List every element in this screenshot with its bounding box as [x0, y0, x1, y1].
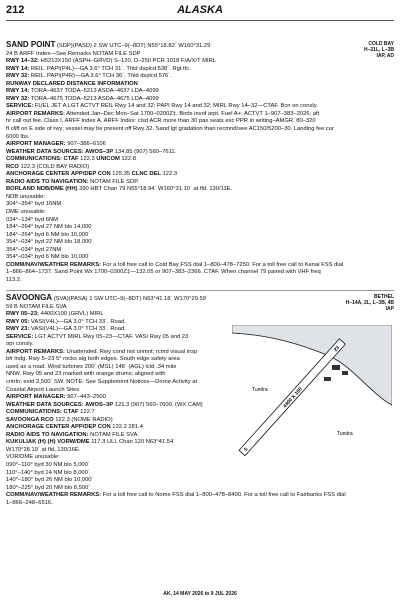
text-segment: COMMUNICATIONS: CTAF: [6, 156, 79, 163]
runway-dimensions: 4400 X 100: [282, 386, 304, 410]
text-segment: NNW. Rwy 05 and 23 marked with orange drums; aligned with: [6, 371, 166, 378]
entry-separator: [6, 290, 394, 291]
text-segment: RWY 05–23:: [6, 311, 39, 318]
sand_point-line: [6, 194, 394, 202]
runway-05-23: [239, 339, 345, 456]
text-segment: 1–866–248–6516.: [6, 499, 53, 506]
chart-ref: H–21L, L–3B: [363, 47, 394, 53]
text-segment: AIRPORT MANAGER:: [6, 141, 66, 148]
text-segment: SERVICE:: [6, 333, 34, 340]
text-segment: RWY 32:: [6, 73, 30, 80]
text-segment: RWY 14:: [6, 88, 30, 95]
text-segment: 6000 lbs.: [6, 133, 30, 140]
text-segment: W170°28.19´ at fld. 130/16E.: [6, 446, 81, 453]
sand_point-line: [6, 269, 394, 277]
text-segment: RWY 05:: [6, 318, 30, 325]
text-segment: VASI(V4L)—GA 3.0° TCH 33´. Road.: [29, 326, 126, 333]
text-segment: Coastal Airport Launch Sites.: [6, 386, 81, 393]
text-segment: FUEL JET A LGT ACTVT REIL Rwy 14 and 32; PAPI Rwy 14 and 32; MIRL Rwy 14–32—CTAF. Bcn on consly.: [33, 103, 318, 110]
text-segment: 122.3: [78, 156, 97, 163]
text-segment: 113.2.: [6, 276, 22, 283]
text-segment: REIL. PAPI(P4L)—GA 3.6° TCH 31´. Thld dsplcd 538´. Rgt tfc.: [29, 65, 191, 72]
water-area: [232, 325, 392, 405]
text-segment: UNICOM: [96, 156, 120, 163]
text-segment: RUNWAY DECLARED DISTANCE INFORMATION: [6, 80, 138, 87]
text-segment: SERVICE:: [6, 103, 34, 110]
sand_point-line: [6, 247, 394, 255]
sand_point-line: [6, 103, 394, 111]
sand_point-line: [6, 277, 394, 285]
sand_point-line: [6, 262, 394, 270]
text-segment: 1–866–864–1737. Sand Point Wx 1700–0300Z‡—132.05 or 907–383–2366. CTAF. When channel 79 paired with VHF freq: [6, 269, 321, 276]
text-segment: VOR/DME unusable:: [6, 454, 60, 461]
text-segment: RADIO AIDS TO NAVIGATION:: [6, 178, 89, 185]
text-segment: (SVA)(PASA) 1 SW UTC–9(–8DT) N63°41.18´ W170°29.59´: [52, 296, 208, 302]
page-footer: AK, 14 MAY 2026 to 9 JUL 2026: [163, 591, 237, 597]
page-number: 212: [6, 4, 25, 16]
text-segment: 110°–140° byd 14 NM blo 8,000´: [6, 469, 90, 476]
sand_point-line: [6, 141, 394, 149]
text-segment: RWY 14–32:: [6, 58, 39, 65]
text-segment: WEATHER DATA SOURCES: AWOS–3P: [6, 401, 114, 408]
sand_point-line: [6, 88, 394, 96]
text-segment: 304°–354° byd 16NM: [6, 201, 62, 208]
savoonga-line: [6, 477, 394, 485]
chart-ref: IAP: [385, 306, 394, 312]
chart-ref: BETHEL: [374, 294, 394, 300]
text-segment: 122.8: [119, 156, 136, 163]
sand_point-line: [6, 186, 394, 194]
text-segment: KUKULIAK (H) (H) VORW/DME: [6, 439, 90, 446]
text-segment: 24 B ARFF Index—See Remarks NOTAM FILE SDP: [6, 50, 141, 57]
sand_point-line: [6, 224, 394, 232]
runway-end-5: 5: [243, 446, 250, 453]
text-segment: SAVOONGA: [6, 293, 53, 302]
savoonga-line: [6, 304, 394, 312]
text-segment: 117.3 ULL Chan 120 N63°41.54´: [89, 439, 176, 446]
text-segment: NOTAM FILE SVA.: [88, 431, 139, 438]
sand_point-line: [6, 96, 394, 104]
sand_point-line: [6, 58, 394, 66]
text-segment: NOTAM FILE SDP.: [88, 178, 139, 185]
chart-ref: IAP, AD: [376, 53, 394, 59]
terrain-label: Tundra: [252, 387, 268, 393]
text-segment: 4400X100 (GRVL) MIRL: [38, 311, 104, 318]
text-segment: REIL. PAPI(P4R)—GA 3.6° TCH 36´. Thld dsplcd 576´.: [29, 73, 172, 80]
page-header: [6, 4, 394, 20]
text-segment: BORLAND NDB/DME (HH): [6, 186, 78, 193]
text-segment: RADIO AIDS TO NAVIGATION:: [6, 431, 89, 438]
savoonga-line: [6, 492, 394, 500]
header-rule: [6, 20, 394, 21]
text-segment: SAND POINT: [6, 40, 56, 49]
text-segment: 184°–264° byd 6 NM blo 10,000´: [6, 231, 91, 238]
text-segment: NDB unusable:: [6, 193, 45, 200]
text-segment: Unattended. Rwy cond not unmnt; rcmd visual insp: [64, 348, 198, 355]
sand_point-line: [6, 217, 394, 225]
text-segment: 907–443–2500: [65, 394, 106, 401]
text-segment: DME unusable:: [6, 209, 46, 216]
text-segment: COMM/NAV/WEATHER REMARKS:: [6, 261, 102, 268]
state-title: ALASKA: [177, 4, 223, 16]
sand_point-line: [6, 254, 394, 262]
text-segment: For a toll free call to Cold Bay FSS dial 1–800–478–7250. For a toll free call to Kenai FSS dial: [101, 261, 344, 268]
text-segment: RWY 14:: [6, 65, 30, 72]
sand_point-line: [6, 66, 394, 74]
text-segment: 121.3 (907) 560–7600. (WX CAM): [113, 401, 203, 408]
sand_point-line: [6, 156, 394, 164]
text-segment: 354°–034° byd 6 NM blo 10,000´: [6, 254, 91, 261]
text-segment: 184°–264° byd 27 NM blo 14,000´: [6, 224, 94, 231]
text-segment: 122.3 (COLD BAY RADIO): [18, 163, 90, 170]
sand_point-line: [6, 201, 394, 209]
sand_point-line: [6, 209, 394, 217]
text-segment: AIRPORT REMARKS:: [6, 348, 65, 355]
text-segment: opr consly.: [6, 341, 34, 348]
sand_point-line: [6, 164, 394, 172]
text-segment: ANCHORAGE CENTER APP/DEP CON: [6, 171, 111, 178]
text-segment: (SDP)(PASD) 2 SW UTC–9(–8DT) N55°18.82´ W160°31.29´: [55, 43, 213, 49]
text-segment: bfr lndg. Rwy 5–23 5° rocks alg both edges. South edge safety area: [6, 356, 180, 363]
chart-ref: COLD BAY: [368, 41, 394, 47]
text-segment: H5213X150 (ASPH–GRVD) S–120, D–250 PCR 1018 F/A/X/T MIRL: [38, 58, 216, 65]
text-segment: RCO: [6, 163, 19, 170]
text-segment: 132.2 281.4: [110, 424, 143, 431]
savoonga-line: [6, 311, 394, 319]
terrain-label-2: Tundra: [337, 431, 353, 437]
text-segment: RWY 32:: [6, 95, 30, 102]
text-segment: 122.3 (NOME RADIO): [53, 416, 113, 423]
text-segment: CLNC DEL: [131, 171, 161, 178]
sand_point-line: [6, 81, 394, 89]
text-segment: TORA–4675 TODA–5213 ASDA–4675 LDA–4099: [29, 95, 159, 102]
text-segment: 180°–225° byd 20 NM blo 8,500´: [6, 484, 91, 491]
sand_point-line: [6, 111, 394, 119]
text-segment: 122.7: [78, 409, 95, 416]
text-segment: 122.3: [160, 171, 178, 178]
text-segment: 140°–180° byd 26 NM blo 10,000´: [6, 477, 94, 484]
text-segment: cntrln; extd 2,500´ SW. NOTE: See Supplement Notices—Drone Activity at: [6, 379, 198, 386]
text-segment: Attended Jan–Dec Mon–Sat 1700–0200Z‡. Birds invof arpt. Fuel A+: ACTVT 1–907–383–2026; aft: [64, 110, 320, 117]
text-segment: LGT ACTVT MIRL Rwy 05–23—CTAF. VASI Rwy 05 and 23: [33, 333, 189, 340]
sand_point-line: [6, 73, 394, 81]
building: [324, 377, 331, 381]
text-segment: 134.85 (907) 560–7611.: [113, 148, 177, 155]
sand_point-line: [6, 179, 394, 187]
sand_point-line: [6, 126, 394, 134]
text-segment: used as a road. Wind turbines 200´ (MSL) 148´ (AGL) lctd .34 mile: [6, 363, 177, 370]
text-segment: SAVOONGA RCO: [6, 416, 54, 423]
text-segment: 125.35: [110, 171, 132, 178]
text-segment: COMMUNICATIONS: CTAF: [6, 409, 79, 416]
runway-end-23: 23: [332, 344, 342, 354]
text-segment: hr call out fee. Class I, ARFF Index A. ARFF Index: clsd ACR more than 30 pax seats exc PPR in writing–AMGR. 80–320: [6, 118, 316, 125]
text-segment: VASI(V4L)—GA 3.0° TCH 33´. Road.: [29, 318, 126, 325]
building: [342, 371, 348, 375]
text-segment: 59 B NOTAM FILE SVA: [6, 303, 67, 310]
sand_point-line: [6, 118, 394, 126]
savoonga-line: [6, 294, 394, 304]
text-segment: RWY 23:: [6, 326, 30, 333]
sand_point-line: [6, 51, 394, 59]
text-segment: ft cliff on E side of rwy; vessel may be present off Rwy 32. Sand lgt gradation than recmnd/see AC150/5200–30. Landing fee cur: [6, 126, 334, 133]
sand_point-line: [6, 239, 394, 247]
text-segment: ANCHORAGE CENTER APP/DEP CON: [6, 424, 111, 431]
sand_point-line: [6, 149, 394, 157]
savoonga-line: [6, 470, 394, 478]
text-segment: 390 HBT Chan 79 N55°18.94´ W160°31.10´ at fld. 130/11E.: [77, 186, 233, 193]
chart-ref: H–14A, 2L, L–3B, 4B: [345, 300, 394, 306]
text-segment: 034°–134° byd 6NM: [6, 216, 59, 223]
sand_point-line: [6, 232, 394, 240]
text-segment: AIRPORT MANAGER:: [6, 394, 66, 401]
sand_point-line: [6, 171, 394, 179]
text-segment: 907–386–6106: [65, 141, 106, 148]
savoonga-line: [6, 500, 394, 508]
sand-point-entry: [6, 41, 394, 285]
text-segment: 354°–034° byd 22 NM blo 18,000´: [6, 239, 94, 246]
text-segment: TORA–4637 TODA–5213 ASDA–4637 LDA–4099: [29, 88, 159, 95]
text-segment: WEATHER DATA SOURCES: AWOS–3P: [6, 148, 114, 155]
text-segment: COMM/NAV/WEATHER REMARKS:: [6, 492, 102, 499]
savoonga-airport-diagram: [232, 325, 392, 467]
text-segment: 354°–034° byd 27NM: [6, 246, 62, 253]
text-segment: AIRPORT REMARKS:: [6, 110, 65, 117]
savoonga-line: [6, 485, 394, 493]
sand_point-line: [6, 134, 394, 142]
sand_point-line: [6, 41, 394, 51]
text-segment: For a toll free call to Nome FSS dial 1–800–478–8400. For a toll free call to Fairbanks FSS dial: [101, 492, 346, 499]
text-segment: 090°–110° byd 30 NM blo 5,000´: [6, 462, 90, 469]
building: [332, 365, 340, 370]
